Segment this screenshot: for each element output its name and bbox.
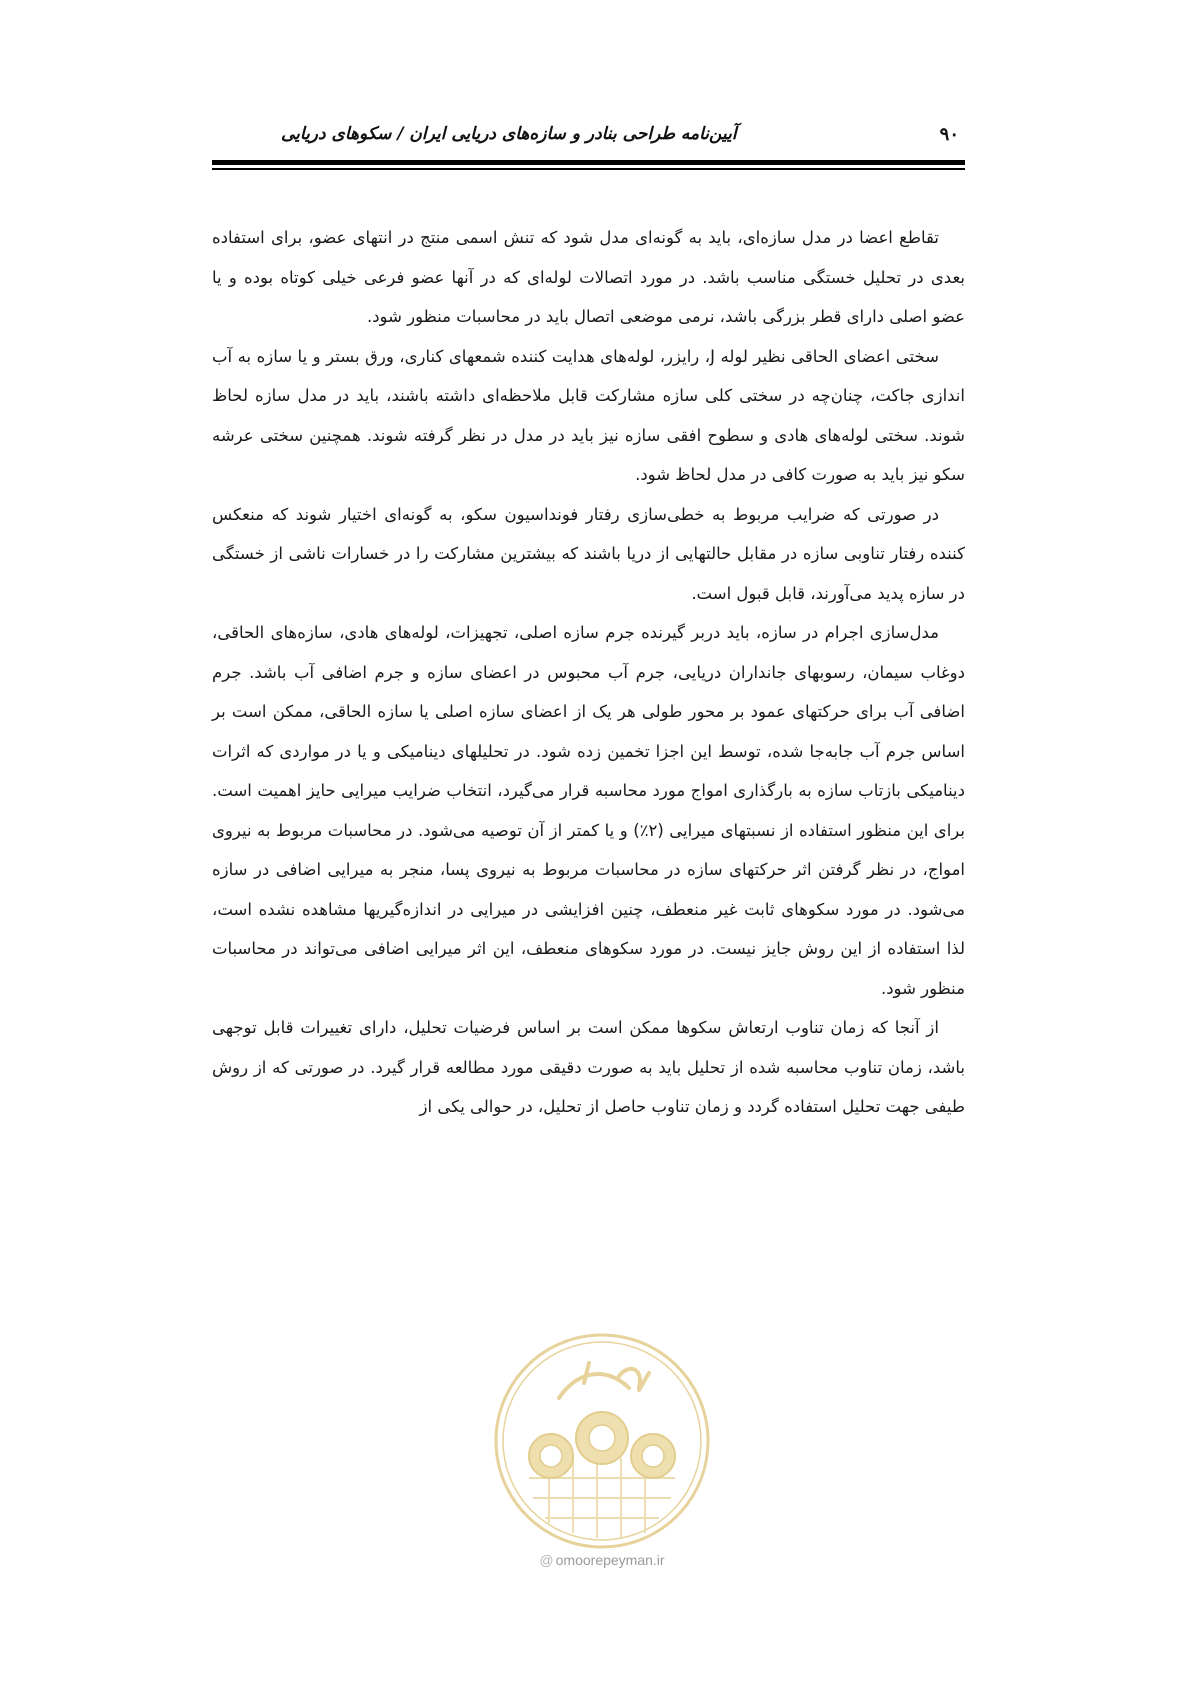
watermark-text: omoorepeyman.ir <box>555 1552 665 1568</box>
watermark <box>489 1552 715 1568</box>
body-text <box>212 218 965 1127</box>
logo-emblem-icon <box>489 1328 715 1554</box>
paragraph-4: مدل‌سازی اجرام در سازه، باید دربر گیرنده جرم سازه اصلی، تجهیزات، لوله‌های هادی، سازه‌های الحاقی، دوغاب سیمان، رسوبهای جانداران دریایی، جرم آب محبوس در اعضای سازه و جرم اضافی آب باشد. جرم اضافی آب برای حرکتهای عمود بر محور طولی هر یک از اعضای سازه اصلی یا سازه الحاقی، ممکن است بر اساس جرم آب جابه‌جا شده، توسط این اجزا تخمین زده شود. در تحلیلهای دینامیکی و یا در مواردی که اثرات دینامیکی بازتاب سازه به بارگذاری امواج مورد محاسبه قرار می‌گیرد، انتخاب ضرایب میرایی حایز اهمیت است. برای این منظور استفاده از نسبتهای میرایی (۲٪) و یا کمتر از آن توصیه می‌شود. در محاسبات مربوط به نیروی امواج، در نظر گرفتن اثر حرکتهای سازه در محاسبات مربوط به نیروی پسا، منجر به میرایی اضافی در سازه می‌شود. در مورد سکوهای ثابت غیر منعطف، چنین افزایشی در میرایی در اندازه‌گیریها مشاهده نشده است، لذا استفاده از این روش جایز نیست. در مورد سکوهای منعطف، این اثر میرایی اضافی می‌تواند در محاسبات منظور شود. <box>212 623 965 998</box>
at-icon: @ <box>539 1552 554 1568</box>
paragraph-1: تقاطع اعضا در مدل سازه‌ای، باید به گونه‌ای مدل شود که تنش اسمی منتج در انتهای عضو، برای استفاده بعدی در تحلیل خستگی مناسب باشد. در مورد اتصالات لوله‌ای که در آنها عضو فرعی خیلی کوتاه بوده و یا عضو اصلی دارای قطر بزرگی باشد، نرمی موضعی اتصال باید در محاسبات منظور شود. <box>212 228 965 326</box>
paragraph-5: از آنجا که زمان تناوب ارتعاش سکوها ممکن است بر اساس فرضیات تحلیل، دارای تغییرات قابل توجهی باشد، زمان تناوب محاسبه شده از تحلیل باید به صورت دقیقی مورد مطالعه قرار گیرد. در صورتی که از روش طیفی جهت تحلیل استفاده گردد و زمان تناوب حاصل از تحلیل، در حوالی یکی از <box>212 1018 965 1116</box>
header-title: آیین‌نامه طراحی بنادر و سازه‌های دریایی ایران / سکوهای دریایی <box>281 124 737 144</box>
page-number: ۹۰ <box>939 124 959 145</box>
header-rule-thick <box>212 160 965 165</box>
header-rule-thin <box>212 168 965 170</box>
publisher-logo <box>489 1328 715 1554</box>
running-header <box>212 124 965 146</box>
paragraph-2: سختی اعضای الحاقی نظیر لوله J، رایزر، لوله‌های هدایت کننده شمعهای کناری، ورق بستر و یا سازه به آب اندازی جاکت، چنان‌چه در سختی کلی سازه مشارکت قابل ملاحظه‌ای داشته باشند، باید در مدل سازه لحاظ شوند. سختی لوله‌های هادی و سطوح افقی سازه نیز باید در مدل در نظر گرفته شوند. همچنین سختی عرشه سکو نیز باید به صورت کافی در مدل لحاظ شود. <box>212 346 965 484</box>
paragraph-3: در صورتی که ضرایب مربوط به خطی‌سازی رفتار فونداسیون سکو، به گونه‌ای اختیار شوند که منعکس کننده رفتار تناوبی سازه در مقابل حالتهایی از دریا باشند که بیشترین مشارکت را در خسارات ناشی از خستگی در سازه پدید می‌آورند، قابل قبول است. <box>212 504 965 603</box>
